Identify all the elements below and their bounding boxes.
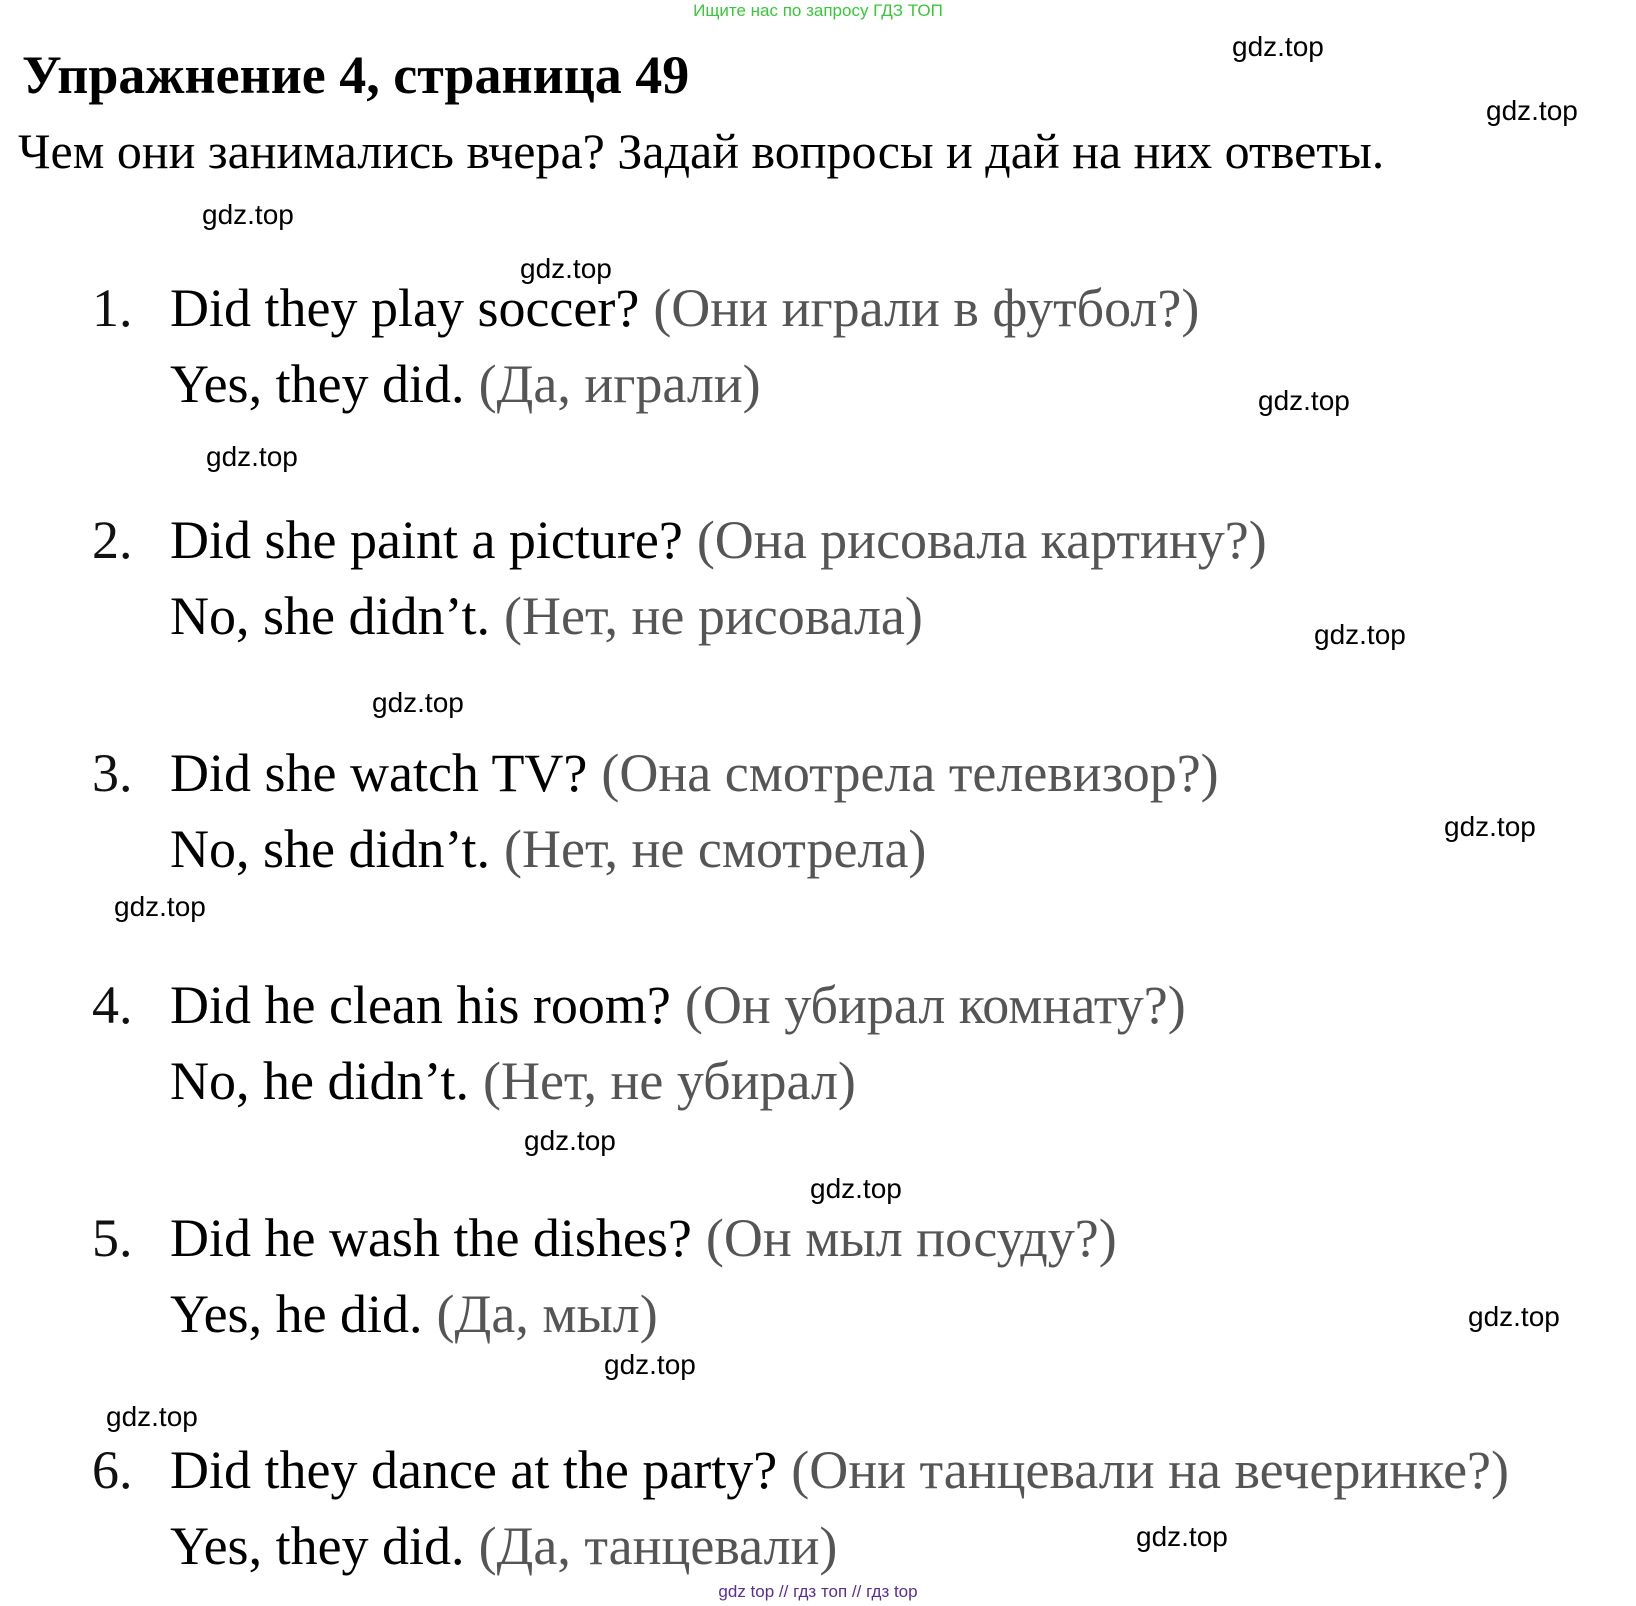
watermark: gdz.top [1232, 31, 1324, 62]
qa-item-1 [92, 270, 1622, 422]
watermark: gdz.top [520, 253, 612, 284]
watermark: gdz.top [1486, 95, 1578, 126]
watermark: gdz.top [1136, 1521, 1228, 1552]
question-line [92, 1432, 1622, 1508]
question-russian: (Они играли в футбол?) [653, 278, 1200, 338]
question-english: Did they dance at the party? [170, 1440, 778, 1500]
qa-item-3 [92, 735, 1622, 887]
answer-russian: (Нет, не убирал) [482, 1051, 856, 1111]
watermark: gdz.top [524, 1125, 616, 1156]
question-russian: (Они танцевали на вечеринке?) [791, 1440, 1509, 1500]
question-english: Did he clean his room? [170, 975, 671, 1035]
answer-russian: (Да, мыл) [436, 1284, 658, 1344]
answer-russian: (Нет, не рисовала) [504, 586, 923, 646]
watermark: gdz.top [202, 199, 294, 230]
top-banner: Ищите нас по запросу ГДЗ ТОП [693, 1, 943, 20]
answer-english: No, she didn’t. [170, 586, 490, 646]
answer-english: Yes, they did. [170, 354, 465, 414]
question-russian: (Он убирал комнату?) [684, 975, 1186, 1035]
item-number: 2. [92, 510, 133, 570]
answer-russian: (Да, играли) [478, 354, 761, 414]
qa-item-6 [92, 1432, 1622, 1584]
question-english: Did she paint a picture? [170, 510, 683, 570]
page-title: Упражнение 4, страница 49 [22, 45, 690, 105]
answer-line [92, 811, 1622, 887]
watermark: gdz.top [810, 1173, 902, 1204]
question-line [92, 502, 1622, 578]
item-number: 5. [92, 1208, 133, 1268]
qa-item-5 [92, 1200, 1622, 1352]
watermark: gdz.top [206, 441, 298, 472]
answer-english: No, he didn’t. [170, 1051, 469, 1111]
answer-english: Yes, he did. [170, 1284, 423, 1344]
answer-english: No, she didn’t. [170, 819, 490, 879]
question-russian: (Он мыл посуду?) [705, 1208, 1117, 1268]
question-line [92, 967, 1622, 1043]
answer-line [92, 1043, 1622, 1119]
question-line [92, 270, 1622, 346]
question-english: Did they play soccer? [170, 278, 640, 338]
answer-line [92, 1276, 1622, 1352]
item-number: 1. [92, 278, 133, 338]
question-line [92, 735, 1622, 811]
question-english: Did he wash the dishes? [170, 1208, 692, 1268]
task-instruction: Чем они занимались вчера? Задай вопросы и дай на них ответы. [18, 123, 1385, 179]
answer-english: Yes, they did. [170, 1516, 465, 1576]
question-russian: (Она рисовала картину?) [696, 510, 1267, 570]
answer-russian: (Нет, не смотрела) [504, 819, 927, 879]
question-english: Did she watch TV? [170, 743, 588, 803]
watermark: gdz.top [106, 1401, 198, 1432]
item-number: 3. [92, 743, 133, 803]
watermark: gdz.top [1258, 385, 1350, 416]
answer-line [92, 346, 1622, 422]
question-russian: (Она смотрела телевизор?) [601, 743, 1219, 803]
watermark: gdz.top [1468, 1301, 1560, 1332]
watermark: gdz.top [1444, 811, 1536, 842]
item-number: 6. [92, 1440, 133, 1500]
answer-line [92, 1508, 1622, 1584]
qa-item-4 [92, 967, 1622, 1119]
watermark: gdz.top [1314, 619, 1406, 650]
watermark: gdz.top [604, 1349, 696, 1380]
watermark: gdz.top [114, 891, 206, 922]
watermark: gdz.top [372, 687, 464, 718]
item-number: 4. [92, 975, 133, 1035]
answer-russian: (Да, танцевали) [478, 1516, 838, 1576]
question-line [92, 1200, 1622, 1276]
bottom-banner: gdz top // гдз топ // гдз top [718, 1582, 918, 1601]
